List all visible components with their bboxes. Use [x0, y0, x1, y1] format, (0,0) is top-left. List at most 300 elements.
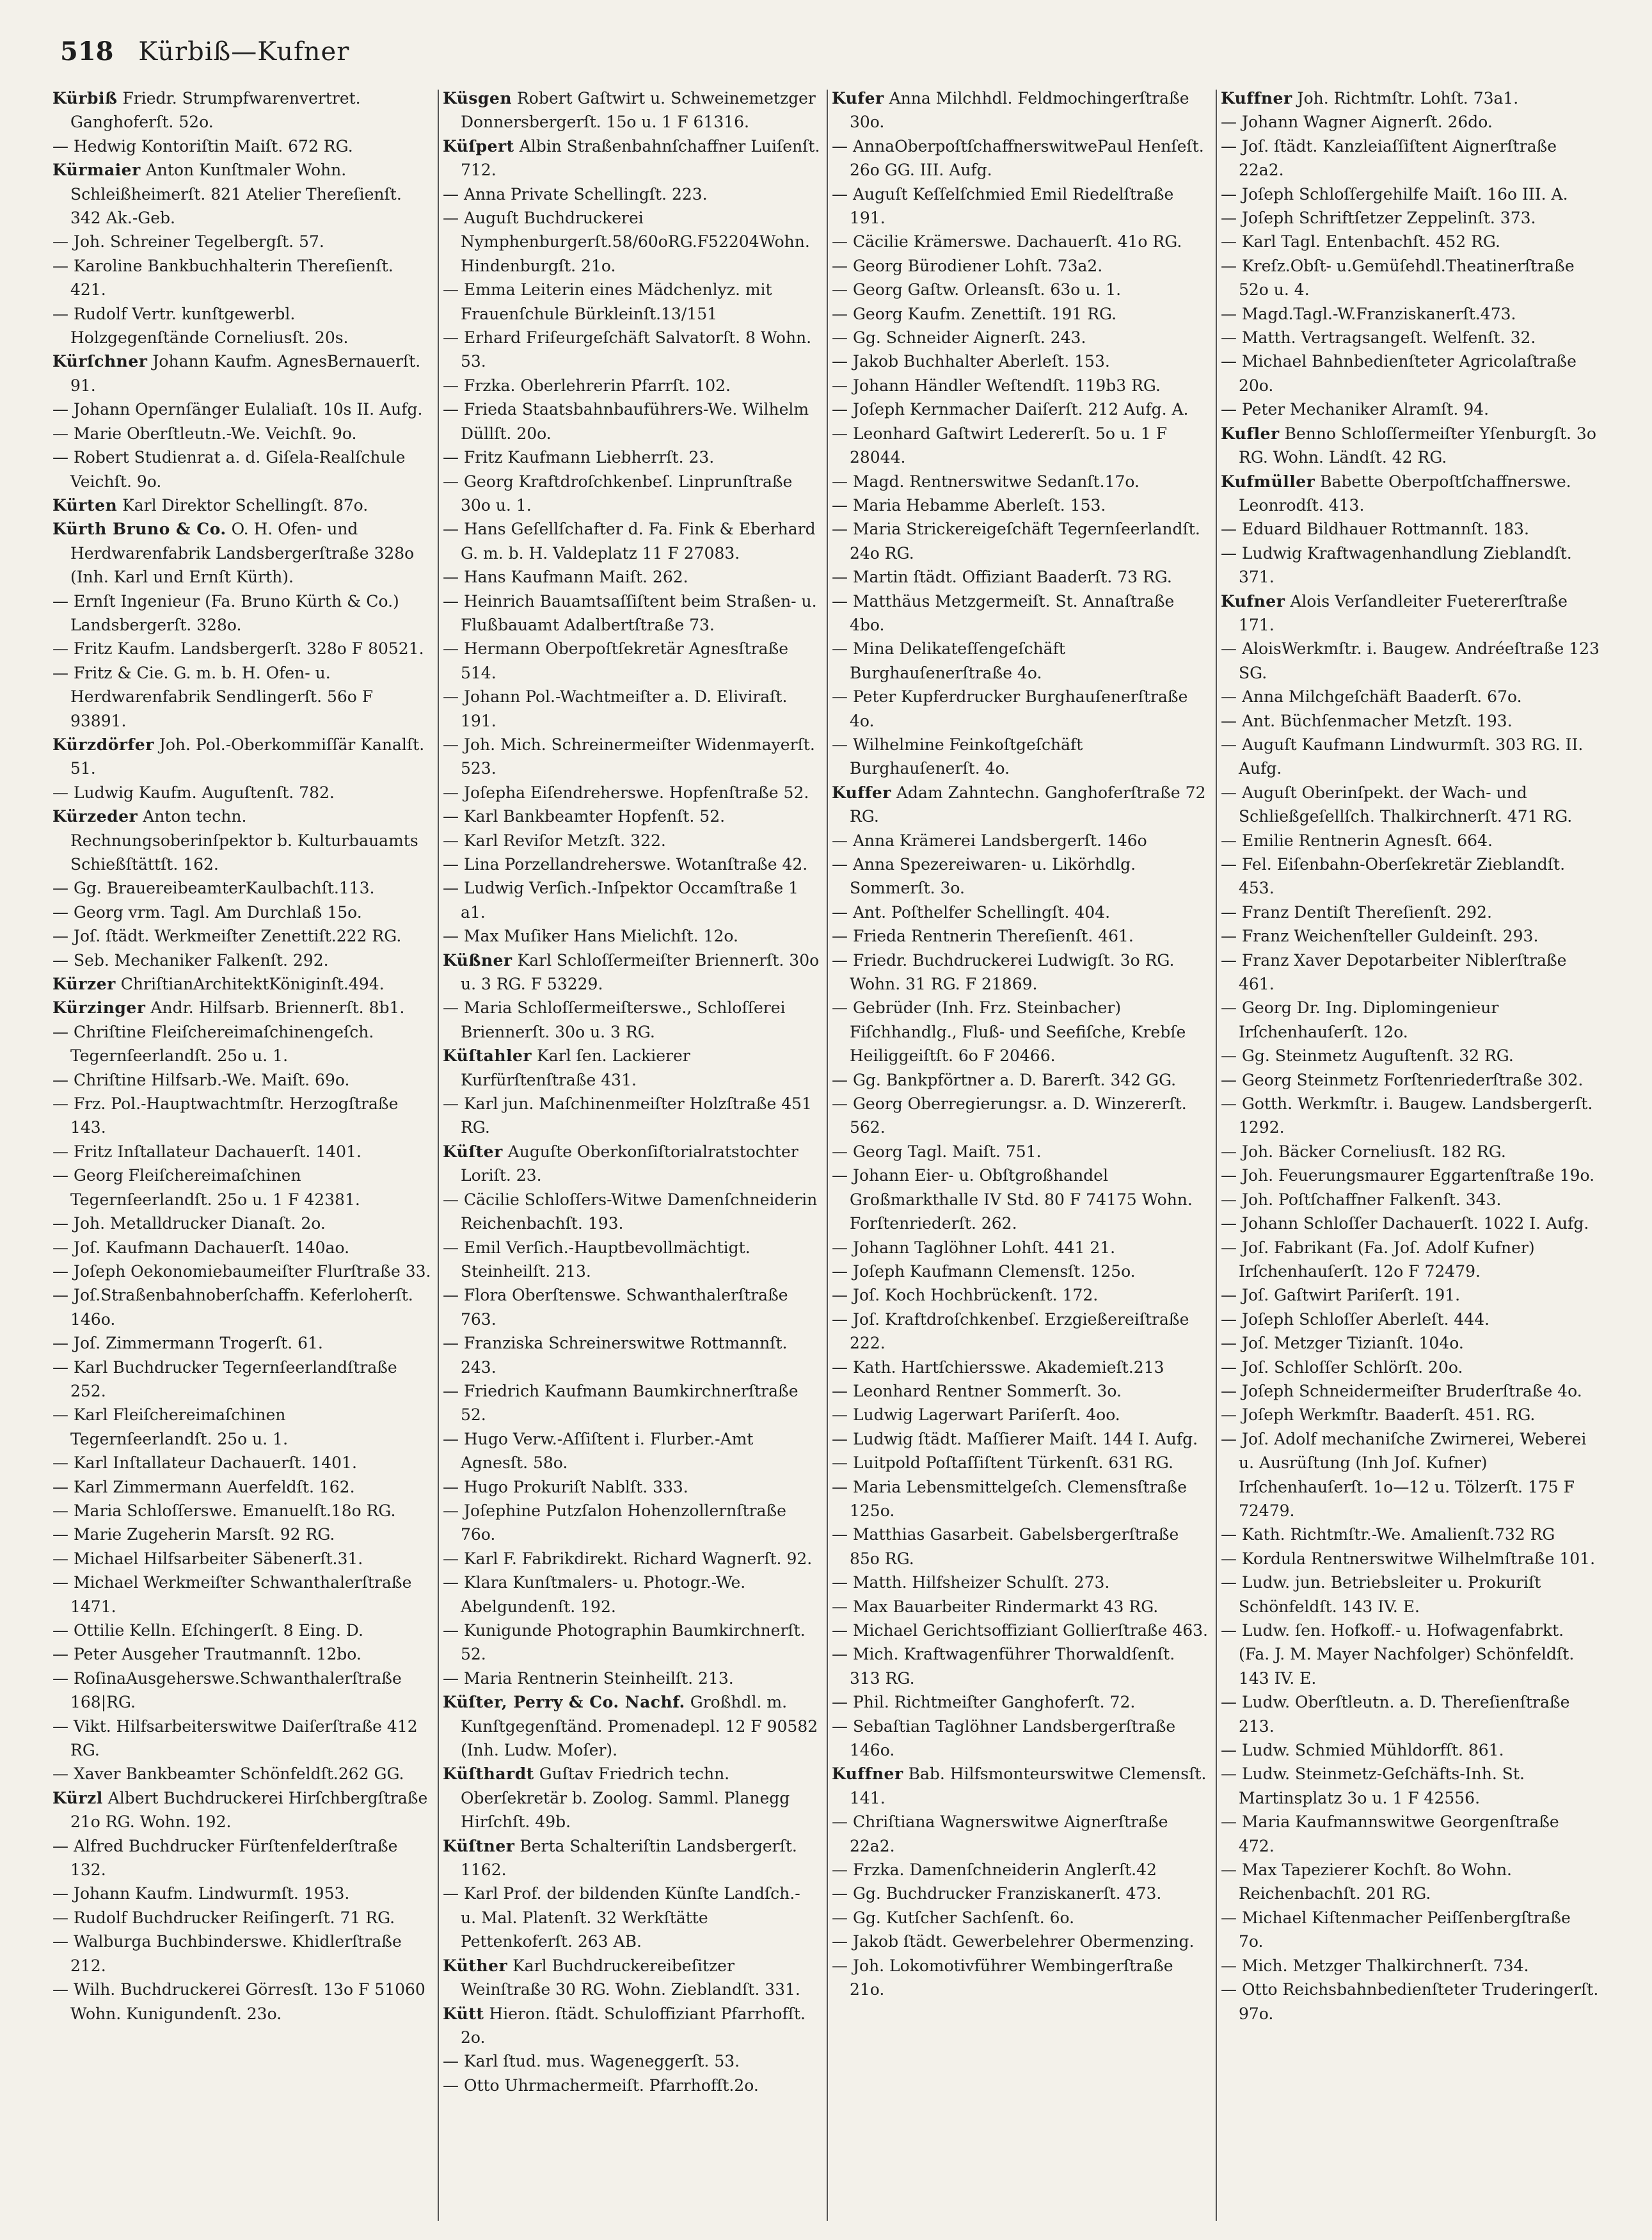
entry-surname: Kütt	[443, 2004, 484, 2023]
directory-entry	[832, 948, 1209, 996]
directory-entry	[1221, 781, 1600, 829]
directory-entry	[52, 86, 431, 134]
entry-details: — Georg Tagl. Maiſt. 751.	[832, 1142, 1042, 1161]
entry-details: — Georg Dr. Ing. Diplomingenieur Irſchenhauſerſt. 12o.	[1221, 998, 1499, 1041]
directory-entry	[52, 1092, 431, 1140]
entry-details: — Karl jun. Maſchinenmeiſter Holzſtraße 451 RG.	[443, 1094, 812, 1137]
directory-entry	[832, 852, 1209, 900]
directory-entry	[1221, 852, 1600, 900]
directory-entry	[443, 829, 820, 852]
entry-details: — Anna Milchgeſchäft Baaderſt. 67o.	[1221, 687, 1522, 707]
directory-entry	[1221, 829, 1600, 852]
directory-entry	[832, 685, 1209, 733]
directory-entry	[1221, 1092, 1600, 1140]
directory-entry	[1221, 470, 1600, 518]
directory-entry	[1221, 397, 1600, 421]
directory-entry	[1221, 1858, 1600, 1906]
entry-details: Berta Schalteriſtin Landsbergerſt. 1162.	[461, 1836, 797, 1880]
entry-details: — Otto Uhrmachermeiſt. Pfarrhofſt.2o.	[443, 2076, 759, 2095]
directory-entry	[1221, 254, 1600, 302]
directory-entry	[832, 422, 1209, 470]
entry-details: — Joſeph Werkmſtr. Baaderſt. 451. RG.	[1221, 1405, 1536, 1425]
entry-details: — Ottilie Kelln. Eſchingerſt. 8 Eing. D.	[52, 1621, 363, 1640]
entry-surname: Küſpert	[443, 136, 514, 156]
directory-entry	[832, 1260, 1209, 1283]
entry-details: — Karl Tagl. Entenbachſt. 452 RG.	[1221, 232, 1500, 252]
entry-details: — Jakob ſtädt. Gewerbelehrer Obermenzing.	[832, 1932, 1195, 1951]
entry-details: Adam Zahntechn. Ganghoferſtraße 72 RG.	[850, 783, 1206, 826]
directory-entry	[52, 1667, 431, 1715]
entry-details: Babette Oberpoſtſchaffnerswe. Leonrodſt. 413.	[1239, 472, 1571, 515]
directory-entry	[1221, 1331, 1600, 1355]
entry-details: — Karoline Bankbuchhalterin Thereſienſt. 421.	[52, 256, 393, 300]
directory-entry	[443, 182, 820, 206]
directory-entry	[443, 1667, 820, 1690]
directory-entry	[52, 661, 431, 733]
directory-entry	[832, 1762, 1209, 1810]
entry-details: — Joſ. Fabrikant (Fa. Joſ. Adolf Kufner) Irſchenhauſerſt. 12o F 72479.	[1221, 1238, 1535, 1281]
entry-details: Joh. Pol.-Oberkommiſſär Kanalſt. 51.	[70, 735, 425, 778]
directory-entry	[52, 1762, 431, 1786]
entry-details: — Ernſt Ingenieur (Fa. Bruno Kürth & Co.) Landsbergerſt. 328o.	[52, 591, 399, 634]
directory-entry	[443, 278, 820, 326]
directory-entry	[443, 1834, 820, 1882]
directory-entry	[52, 422, 431, 445]
entry-details: — Heinrich Bauamtsaſſiſtent beim Straßen- u. Flußbauamt Adalbertſtraße 73.	[443, 591, 817, 634]
directory-entry	[1221, 1523, 1600, 1546]
entry-details: — Wilh. Buchdruckerei Görresſt. 13o F 51060 Wohn. Kunigundenſt. 23o.	[52, 1980, 425, 2023]
entry-details: — Frieda Staatsbahnbauführers-We. Wilhelm Düllſt. 20o.	[443, 400, 809, 443]
directory-entry	[1221, 206, 1600, 230]
entry-details: — Luitpold Poſtaſſiſtent Türkenſt. 631 RG.	[832, 1453, 1173, 1473]
entry-details: — Franziska Schreinerswitwe Rottmannſt. 243.	[443, 1334, 788, 1377]
entry-details: — Phil. Richtmeiſter Ganghoferſt. 72.	[832, 1693, 1136, 1712]
entry-details: — Johann Kaufm. Lindwurmſt. 1953.	[52, 1884, 350, 1903]
directory-entry	[1221, 1978, 1600, 2026]
entry-details: — Joh. Bäcker Corneliusſt. 182 RG.	[1221, 1142, 1506, 1161]
directory-entry	[443, 565, 820, 589]
directory-entry	[443, 2049, 820, 2073]
directory-entry	[52, 1547, 431, 1571]
directory-entry	[443, 876, 820, 924]
directory-entry	[832, 1356, 1209, 1379]
entry-surname: Küther	[443, 1956, 508, 1975]
entry-details: — Johann Wagner Aignerſt. 26do.	[1221, 113, 1493, 132]
directory-entry	[832, 924, 1209, 948]
entry-details: Auguſte Oberkonſiſtorialratstochter Loriſt. 23.	[461, 1142, 798, 1185]
entry-details: — Alfred Buchdrucker Fürſtenfelderſtraße 132.	[52, 1836, 398, 1880]
directory-entry	[832, 1595, 1209, 1619]
entry-details: — Johann Pol.-Wachtmeiſter a. D. Eliviraſt. 191.	[443, 687, 788, 730]
directory-entry	[52, 781, 431, 804]
entry-details: — Joſephine Putzſalon Hohenzollernſtraße 76o.	[443, 1501, 786, 1544]
entry-details: — Emilie Rentnerin Agnesſt. 664.	[1221, 831, 1493, 850]
directory-entry	[1221, 948, 1600, 996]
entry-details: — Joh. Poſtſchaffner Falkenſt. 343.	[1221, 1190, 1502, 1209]
directory-entry	[832, 182, 1209, 230]
entry-details: — Fritz Inſtallateur Dachauerſt. 1401.	[52, 1142, 361, 1161]
directory-entry	[443, 1499, 820, 1547]
directory-entry	[443, 1619, 820, 1667]
entry-details: — Johann Opernſänger Eulaliaſt. 10s II. Aufg.	[52, 400, 423, 419]
directory-entry	[443, 517, 820, 565]
entry-details: — Peter Ausgeher Trautmannſt. 12bo.	[52, 1645, 361, 1664]
directory-entry	[832, 230, 1209, 253]
entry-details: — Auguſt Oberinſpekt. der Wach- und Schließgeſellſch. Thalkirchnerſt. 471 RG.	[1221, 783, 1573, 826]
entry-details: — Johann Schloſſer Dachauerſt. 1022 I. Aufg.	[1221, 1214, 1589, 1233]
entry-details: — Georg Fleiſchereimaſchinen Tegernſeerlandſt. 25o u. 1 F 42381.	[52, 1166, 360, 1209]
directory-entry	[1221, 1619, 1600, 1690]
entry-details: — Matthias Gasarbeit. Gabelsbergerſtraße 85o RG.	[832, 1525, 1179, 1568]
directory-entry	[52, 948, 431, 972]
entry-details: Andr. Hilfsarb. Briennerſt. 8b1.	[150, 998, 405, 1018]
entry-details: — Hans Kaufmann Maiſt. 262.	[443, 568, 688, 587]
directory-entry	[52, 972, 431, 996]
entry-details: — Joh. Mich. Schreinermeiſter Widenmayerſt. 523.	[443, 735, 815, 778]
directory-entry	[832, 349, 1209, 373]
directory-entry	[832, 1283, 1209, 1307]
entry-details: — Georg Steinmetz Forſtenriederſtraße 302.	[1221, 1070, 1584, 1089]
directory-entry	[52, 1786, 431, 1834]
directory-entry	[1221, 541, 1600, 589]
directory-entry	[832, 996, 1209, 1068]
directory-entry	[443, 1092, 820, 1140]
entry-details: — Cäcilie Schloſſers-Witwe Damenſchneiderin Reichenbachſt. 193.	[443, 1190, 818, 1233]
entry-details: — Maria Rentnerin Steinheilſt. 213.	[443, 1668, 734, 1688]
entry-details: — Maria Hebamme Aberleſt. 153.	[832, 495, 1106, 515]
directory-entry	[52, 134, 431, 158]
directory-entry	[1221, 1690, 1600, 1738]
directory-entry	[52, 1212, 431, 1235]
entry-details: — Georg Oberregierungsr. a. D. Winzererſt. 562.	[832, 1094, 1187, 1137]
directory-entry	[443, 1954, 820, 2002]
entry-details: — Hugo Prokuriſt Nablſt. 333.	[443, 1477, 688, 1496]
directory-entry	[1221, 517, 1600, 541]
entry-details: — Kath. Richtmſtr.-We. Amalienſt.732 RG	[1221, 1525, 1555, 1544]
directory-entry	[1221, 86, 1600, 110]
entry-details: — Joſ. Koch Hochbrückenſt. 172.	[832, 1286, 1099, 1305]
entry-details: — Gg. Buchdrucker Franziskanerſt. 473.	[832, 1884, 1162, 1903]
directory-entry	[443, 374, 820, 397]
directory-entry	[1221, 1236, 1600, 1284]
entry-details: — Ludw. Oberſtleutn. a. D. Thereſienſtraße 213.	[1221, 1693, 1570, 1736]
entry-details: — Ludw. ſen. Hofkoff.- u. Hofwagenfabrkt. (Fa. J. M. Mayer Nachfolger) Schönfeldſt. 143 IV. E.	[1221, 1621, 1575, 1688]
entry-surname: Kufler	[1221, 424, 1280, 443]
entry-details: — Friedrich Kaufmann Baumkirchnerſtraße 52.	[443, 1381, 798, 1425]
entry-details: Albert Buchdruckerei Hirſchbergſtraße 21o RG. Wohn. 192.	[70, 1788, 428, 1832]
directory-entry	[52, 1260, 431, 1283]
directory-entry	[443, 470, 820, 518]
entry-details: Anna Milchhdl. Feldmochingerſtraße 30o.	[850, 89, 1189, 132]
directory-entry	[443, 206, 820, 278]
entry-surname: Küſter	[443, 1142, 503, 1161]
directory-entry	[443, 445, 820, 469]
entry-details: — Anna Private Schellingſt. 223.	[443, 184, 708, 204]
directory-entry	[832, 1882, 1209, 1905]
directory-entry	[832, 397, 1209, 421]
entry-details: — Max Bauarbeiter Rindermarkt 43 RG.	[832, 1597, 1159, 1616]
entry-details: — Karl Buchdrucker Tegernſeerlandſtraße 252.	[52, 1357, 397, 1400]
entry-details: — Georg vrm. Tagl. Am Durchlaß 15o.	[52, 902, 362, 922]
directory-entry	[52, 1331, 431, 1355]
directory-entry	[443, 733, 820, 781]
entry-details: — Joſ. Gaſtwirt Pariſerſt. 191.	[1221, 1286, 1461, 1305]
entry-details: — Seb. Mechaniker Falkenſt. 292.	[52, 950, 329, 970]
directory-entry	[832, 1140, 1209, 1164]
entry-details: — Joſ. Kraftdroſchkenbeſ. Erzgießereiſtraße 222.	[832, 1309, 1189, 1353]
entry-details: — Frz. Pol.-Hauptwachtmſtr. Herzogſtraße 143.	[52, 1094, 399, 1137]
directory-entry	[52, 1164, 431, 1212]
directory-entry	[832, 1068, 1209, 1092]
directory-entry	[52, 254, 431, 302]
directory-entry	[52, 1930, 431, 1978]
directory-entry	[52, 1403, 431, 1451]
directory-entry	[52, 158, 431, 230]
directory-entry	[1221, 1906, 1600, 1954]
directory-entry	[1221, 1954, 1600, 1978]
entry-surname: Kürmaier	[52, 161, 141, 180]
page-header	[60, 35, 1608, 69]
directory-entry	[832, 589, 1209, 637]
directory-entry	[52, 996, 431, 1020]
entry-details: — Ludwig ſtädt. Maſſierer Maiſt. 144 I. Aufg.	[832, 1429, 1198, 1448]
entry-surname: Kürſchner	[52, 352, 148, 371]
directory-entry	[52, 637, 431, 660]
entry-details: — Joh. Metalldrucker Dianaſt. 2o.	[52, 1214, 326, 1233]
directory-entry	[1221, 182, 1600, 206]
entry-surname: Kufner	[1221, 591, 1285, 611]
entry-details: Karl Direktor Schellingſt. 87o.	[122, 495, 369, 515]
directory-entry	[52, 1834, 431, 1882]
directory-entry	[443, 2074, 820, 2097]
directory-entry	[832, 1858, 1209, 1882]
entry-surname: Küſtner	[443, 1836, 515, 1855]
entry-details: — Maria Lebensmittelgeſch. Clemensſtraße 125o.	[832, 1477, 1187, 1520]
directory-entry	[832, 374, 1209, 397]
entry-details: — Anna Krämerei Landsbergerſt. 146o	[832, 831, 1147, 850]
directory-entry	[1221, 1283, 1600, 1307]
directory-entry	[443, 637, 820, 685]
entry-details: Anton techn. Rechnungsoberinſpektor b. Kulturbauamts Schießſtättſt. 162.	[70, 807, 418, 874]
directory-entry	[443, 1547, 820, 1571]
entry-details: — Joſeph Schloſſergehilfe Maiſt. 16o III. A.	[1221, 184, 1568, 204]
entry-details: — Maria Kaufmannswitwe Georgenſtraße 472.	[1221, 1812, 1559, 1855]
entry-details: — Joſ. Kaufmann Dachauerſt. 140ao.	[52, 1238, 350, 1257]
directory-entry	[832, 493, 1209, 517]
directory-column-3	[832, 86, 1209, 2224]
entry-details: — Joſ. ſtädt. Kanzleiaſſiſtent Aignerſtraße 22a2.	[1221, 136, 1557, 180]
directory-entry	[52, 493, 431, 517]
directory-entry	[52, 1499, 431, 1523]
directory-entry	[1221, 1379, 1600, 1403]
directory-entry	[832, 1715, 1209, 1763]
entry-details: — Karl Reviſor Metzſt. 322.	[443, 831, 666, 850]
entry-details: — Franz Dentiſt Thereſienſt. 292.	[1221, 902, 1492, 922]
entry-details: — Karl Bankbeamter Hopfenſt. 52.	[443, 807, 726, 826]
entry-details: Joh. Richtmſtr. Lohſt. 73a1.	[1297, 89, 1519, 108]
directory-entry	[832, 254, 1209, 278]
directory-entry	[52, 349, 431, 397]
directory-entry	[443, 1379, 820, 1427]
entry-details: Friedr. Strumpfwarenvertret. Ganghoferſt. 52o.	[70, 89, 361, 132]
directory-entry	[832, 1427, 1209, 1451]
entry-details: — Maria Schloſſermeiſterswe., Schloſſerei Briennerſt. 30o u. 3 RG.	[443, 998, 786, 1041]
page-range: Kürbiß—Kufner	[138, 37, 350, 67]
directory-entry	[1221, 1044, 1600, 1068]
entry-details: Alois Verſandleiter Fuetererſtraße 171.	[1239, 591, 1568, 634]
entry-details: — Hedwig Kontoriſtin Maiſt. 672 RG.	[52, 136, 353, 156]
entry-details: — Georg Gaſtw. Orleansſt. 63o u. 1.	[832, 280, 1122, 300]
entry-details: — Joh. Lokomotivführer Wembingerſtraße 21o.	[832, 1956, 1173, 1999]
entry-surname: Kürzdörfer	[52, 735, 154, 754]
directory-entry	[832, 326, 1209, 349]
directory-entry	[1221, 900, 1600, 924]
directory-entry	[443, 86, 820, 134]
entry-details: — Kreſz.Obſt- u.Gemüſehdl.Theatinerſtraße 52o u. 4.	[1221, 256, 1575, 300]
directory-entry	[832, 1642, 1209, 1690]
directory-entry	[52, 1619, 431, 1642]
directory-entry	[443, 589, 820, 637]
entry-details: Guſtav Friedrich techn. Oberſekretär b. Zoolog. Samml. Planegg Hirſchſt. 49b.	[461, 1764, 790, 1832]
entry-details: — Ludwig Kraftwagenhandlung Zieblandſt. 371.	[1221, 543, 1572, 587]
entry-details: Robert Gaſtwirt u. Schweinemetzger Donnersbergerſt. 15o u. 1 F 61316.	[461, 89, 816, 132]
directory-entry	[52, 1068, 431, 1092]
directory-entry	[52, 445, 431, 493]
directory-entry	[443, 1427, 820, 1475]
directory-entry	[832, 517, 1209, 565]
entry-details: — Maria Schloſſerswe. Emanuelſt.18o RG.	[52, 1501, 396, 1520]
directory-entry	[1221, 134, 1600, 182]
directory-entry	[1221, 589, 1600, 637]
directory-entry	[832, 86, 1209, 134]
entry-surname: Kürten	[52, 495, 118, 515]
entry-details: — AnnaOberpoſtſchaffnerswitwePaul Henſeſt. 26o GG. III. Aufg.	[832, 136, 1204, 180]
entry-details: — Karl Fleiſchereimaſchinen Tegernſeerlandſt. 25o u. 1.	[52, 1405, 289, 1448]
entry-details: Benno Schloſſermeiſter Yſenburgſt. 3o RG. Wohn. Ländſt. 42 RG.	[1239, 424, 1596, 467]
entry-details: — Max Tapezierer Kochſt. 8o Wohn. Reichenbachſt. 201 RG.	[1221, 1860, 1512, 1903]
directory-entry	[832, 637, 1209, 685]
entry-details: — Gg. BrauereibeamterKaulbachſt.113.	[52, 879, 375, 898]
directory-entry	[52, 1715, 431, 1763]
entry-surname: Kürzer	[52, 975, 116, 994]
entry-details: — Rudolf Vertr. kunſtgewerbl. Holzgegenſtände Corneliusſt. 20s.	[52, 304, 349, 348]
entry-details: — Jakob Buchhalter Aberleſt. 153.	[832, 352, 1110, 371]
entry-details: Karl Schloſſermeiſter Briennerſt. 30o u. 3 RG. F 53229.	[461, 950, 820, 994]
entry-details: — Karl Zimmermann Auerfeldſt. 162.	[52, 1477, 355, 1496]
directory-entry	[52, 1475, 431, 1499]
directory-entry	[1221, 733, 1600, 781]
directory-entry	[832, 1092, 1209, 1140]
entry-details: — Fritz Kaufmann Liebherrſt. 23.	[443, 448, 715, 467]
directory-entry	[832, 781, 1209, 829]
entry-details: — Maria Strickereigeſchäft Tegernſeerlandſt. 24o RG.	[832, 520, 1200, 563]
directory-entry	[832, 470, 1209, 493]
entry-details: — Ludw. jun. Betriebsleiter u. Prokuriſt Schönfeldſt. 143 IV. E.	[1221, 1573, 1541, 1616]
entry-details: — Xaver Bankbeamter Schönfeldſt.262 GG.	[52, 1764, 404, 1784]
directory-entry	[1221, 1164, 1600, 1187]
directory-entry	[832, 1571, 1209, 1594]
entry-details: — Gg. Kutſcher Sachſenſt. 6o.	[832, 1908, 1075, 1927]
entry-details: — Joſ. Metzger Tizianſt. 104o.	[1221, 1334, 1464, 1353]
directory-entry	[52, 589, 431, 637]
entry-details: — Vikt. Hilfsarbeiterswitwe Daiſerſtraße 412 RG.	[52, 1716, 418, 1760]
entry-surname: Kürth Bruno & Co.	[52, 520, 226, 539]
directory-entry	[1221, 1810, 1600, 1858]
directory-entry	[443, 1044, 820, 1092]
directory-entry	[832, 1164, 1209, 1235]
directory-entry	[443, 1690, 820, 1762]
entry-details: Johann Kaufm. AgnesBernauerſt. 91.	[70, 352, 421, 395]
entry-details: — AloisWerkmſtr. i. Baugew. Andréeſtraße 123 SG.	[1221, 639, 1600, 682]
directory-column-1	[52, 86, 431, 2224]
entry-details: — Walburga Buchbinderswe. Khidlerſtraße 212.	[52, 1932, 402, 1975]
entry-details: — Ant. Poſthelfer Schellingſt. 404.	[832, 902, 1111, 922]
entry-details: — Mina Delikateſſengeſchäft Burghauſenerſtraße 4o.	[832, 639, 1065, 682]
entry-details: — Cäcilie Krämerswe. Dachauerſt. 41o RG.	[832, 232, 1182, 252]
entry-details: — Leonhard Rentner Sommerſt. 3o.	[832, 1381, 1122, 1400]
directory-entry	[1221, 230, 1600, 253]
entry-surname: Kuffner	[1221, 89, 1292, 108]
entry-details: — Michael Werkmeiſter Schwanthalerſtraße 1471.	[52, 1573, 412, 1616]
entry-surname: Kürzinger	[52, 998, 146, 1018]
directory-entry	[1221, 1140, 1600, 1164]
entry-details: — Karl F. Fabrikdirekt. Richard Wagnerſt. 92.	[443, 1549, 813, 1568]
entry-details: — Gg. Bankpförtner a. D. Barerſt. 342 GG.	[832, 1070, 1177, 1089]
directory-entry	[443, 134, 820, 182]
entry-details: — Georg Bürodiener Lohſt. 73a2.	[832, 256, 1103, 275]
directory-entry	[832, 1236, 1209, 1260]
directory-entry	[52, 1020, 431, 1068]
entry-details: — Johann Händler Weſtendſt. 119b3 RG.	[832, 376, 1161, 395]
directory-entry	[832, 278, 1209, 301]
entry-details: — Michael Hilfsarbeiter Säbenerſt.31.	[52, 1549, 363, 1568]
entry-details: — Fritz Kaufm. Landsbergerſt. 328o F 80521.	[52, 639, 424, 659]
entry-surname: Kürzl	[52, 1788, 103, 1807]
entry-details: — Robert Studienrat a. d. Giſela-Realſchule Veichſt. 9o.	[52, 448, 406, 491]
directory-entry	[1221, 1427, 1600, 1523]
entry-details: — Martin ſtädt. Offiziant Baaderſt. 73 RG.	[832, 568, 1172, 587]
directory-entry	[1221, 1212, 1600, 1235]
entry-details: — Karl ſtud. mus. Wageneggerſt. 53.	[443, 2052, 740, 2071]
directory-entry	[443, 948, 820, 996]
entry-details: — Otto Reichsbahnbedienſteter Truderingerſt. 97o.	[1221, 1980, 1599, 2023]
entry-details: Anton Kunſtmaler Wohn. Schleißheimerſt. 821 Atelier Thereſienſt. 342 Ak.-Geb.	[70, 161, 402, 228]
entry-details: — Ludw. Steinmetz-Geſchäfts-Inh. St. Martinsplatz 3o u. 1 F 42556.	[1221, 1764, 1525, 1807]
directory-entry	[52, 517, 431, 589]
directory-entry	[443, 1283, 820, 1331]
entry-details: — Ludwig Lagerwart Pariſerſt. 4oo.	[832, 1405, 1120, 1425]
entry-details: — Kunigunde Photographin Baumkirchnerſt. 52.	[443, 1621, 806, 1664]
directory-entry	[1221, 685, 1600, 708]
directory-entry	[443, 852, 820, 876]
directory-entry	[832, 1619, 1209, 1642]
entry-details: — Joſeph Oekonomiebaumeiſter Flurſtraße 33.	[52, 1261, 431, 1281]
directory-column-4	[1221, 86, 1600, 2224]
entry-details: Großhdl. m. Kunſtgegenſtänd. Promenadepl. 12 F 90582 (Inh. Ludw. Moſer).	[461, 1693, 818, 1760]
entry-details: — Joſeph Kaufmann Clemensſt. 125o.	[832, 1261, 1136, 1281]
directory-entry	[443, 1571, 820, 1619]
column-divider	[827, 90, 828, 2221]
directory-entry	[52, 900, 431, 924]
directory-entry	[52, 302, 431, 350]
entry-details: — Joh. Schreiner Tegelbergſt. 57.	[52, 232, 324, 252]
page-number: 518	[60, 36, 114, 67]
directory-entry	[443, 996, 820, 1044]
entry-surname: Küßner	[443, 950, 512, 970]
entry-details: — Wilhelmine Feinkoſtgeſchäft Burghauſenerſt. 4o.	[832, 735, 1083, 778]
directory-entry	[1221, 1571, 1600, 1619]
directory-entry	[443, 1882, 820, 1953]
